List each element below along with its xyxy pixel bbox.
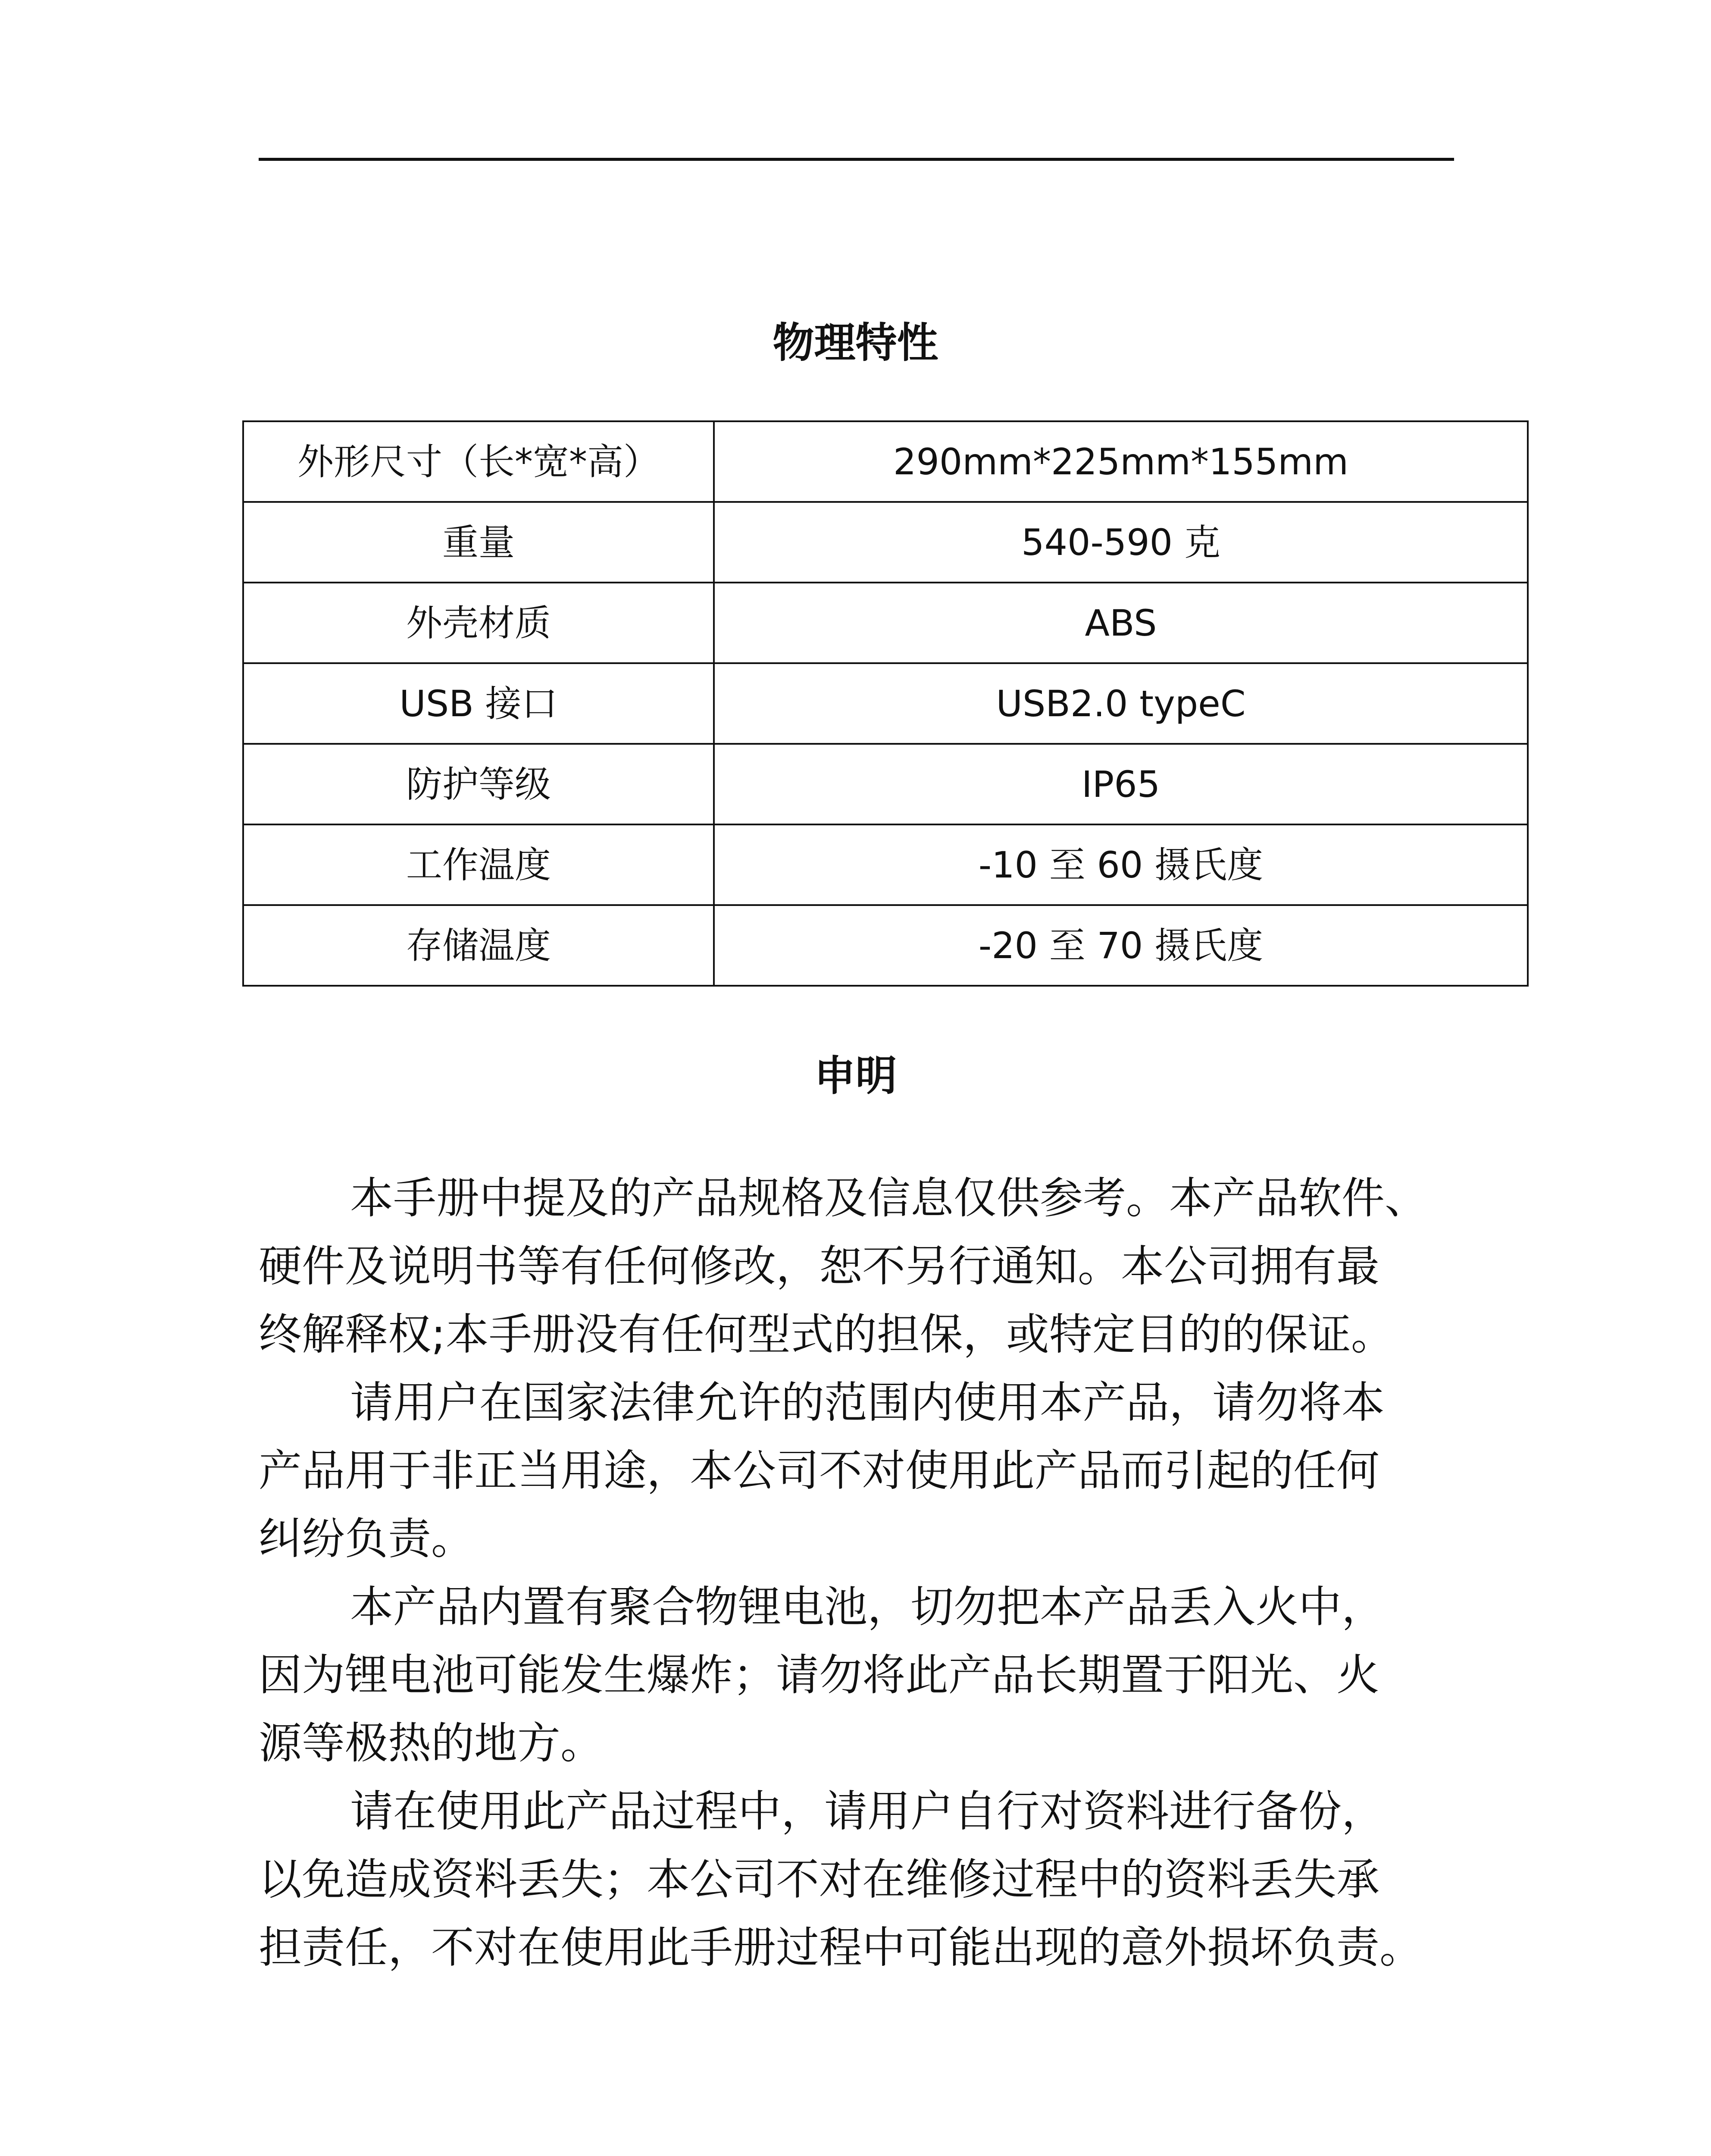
spec-label: USB 接口 [243,663,714,744]
spec-value: -20 至 70 摄氏度 [714,905,1528,986]
table-row [243,583,1528,663]
table-row [243,744,1528,824]
header-rule [259,158,1454,161]
spec-label: 重量 [243,502,714,583]
spec-value: 540-590 克 [714,502,1528,583]
statement-paragraph: 请用户在国家法律允许的范围内使用本产品，请勿将本 产品用于非正当用途，本公司不对使用此产品而引起的任何 纠纷负责。 [259,1377,1385,1564]
spec-value: 290mm*225mm*155mm [714,421,1528,502]
spec-value: ABS [714,583,1528,663]
statement-title: 申明 [814,1052,897,1100]
statement-body [259,1164,1535,1982]
specs-title: 物理特性 [773,319,938,367]
table-row [243,905,1528,986]
table-row [243,663,1528,744]
table-row [243,421,1528,502]
statement-paragraph: 请在使用此产品过程中，请用户自行对资料进行备份， 以免造成资料丢失；本公司不对在维修过程中的资料丢失承 担责任，不对在使用此手册过程中可能出现的意外损坏负责。 [259,1786,1423,1973]
spec-value: USB2.0 typeC [714,663,1528,744]
spec-value: IP65 [714,744,1528,824]
spec-label: 工作温度 [243,824,714,905]
table-row [243,824,1528,905]
statement-paragraph: 本手册中提及的产品规格及信息仅供参考。本产品软件、 硬件及说明书等有任何修改，恕不另行通知。本公司拥有最 终解释权;本手册没有任何型式的担保，或特定目的的保证。 [259,1173,1428,1360]
spec-label: 外壳材质 [243,583,714,663]
table-row [243,502,1528,583]
spec-value: -10 至 60 摄氏度 [714,824,1528,905]
statement-paragraph: 本产品内置有聚合物锂电池，切勿把本产品丢入火中， 因为锂电池可能发生爆炸；请勿将此产品长期置于阳光、火 源等极热的地方。 [259,1582,1385,1768]
spec-label: 防护等级 [243,744,714,824]
spec-label: 外形尺寸（长*宽*高） [243,421,714,502]
spec-label: 存储温度 [243,905,714,986]
specs-table [242,420,1529,987]
